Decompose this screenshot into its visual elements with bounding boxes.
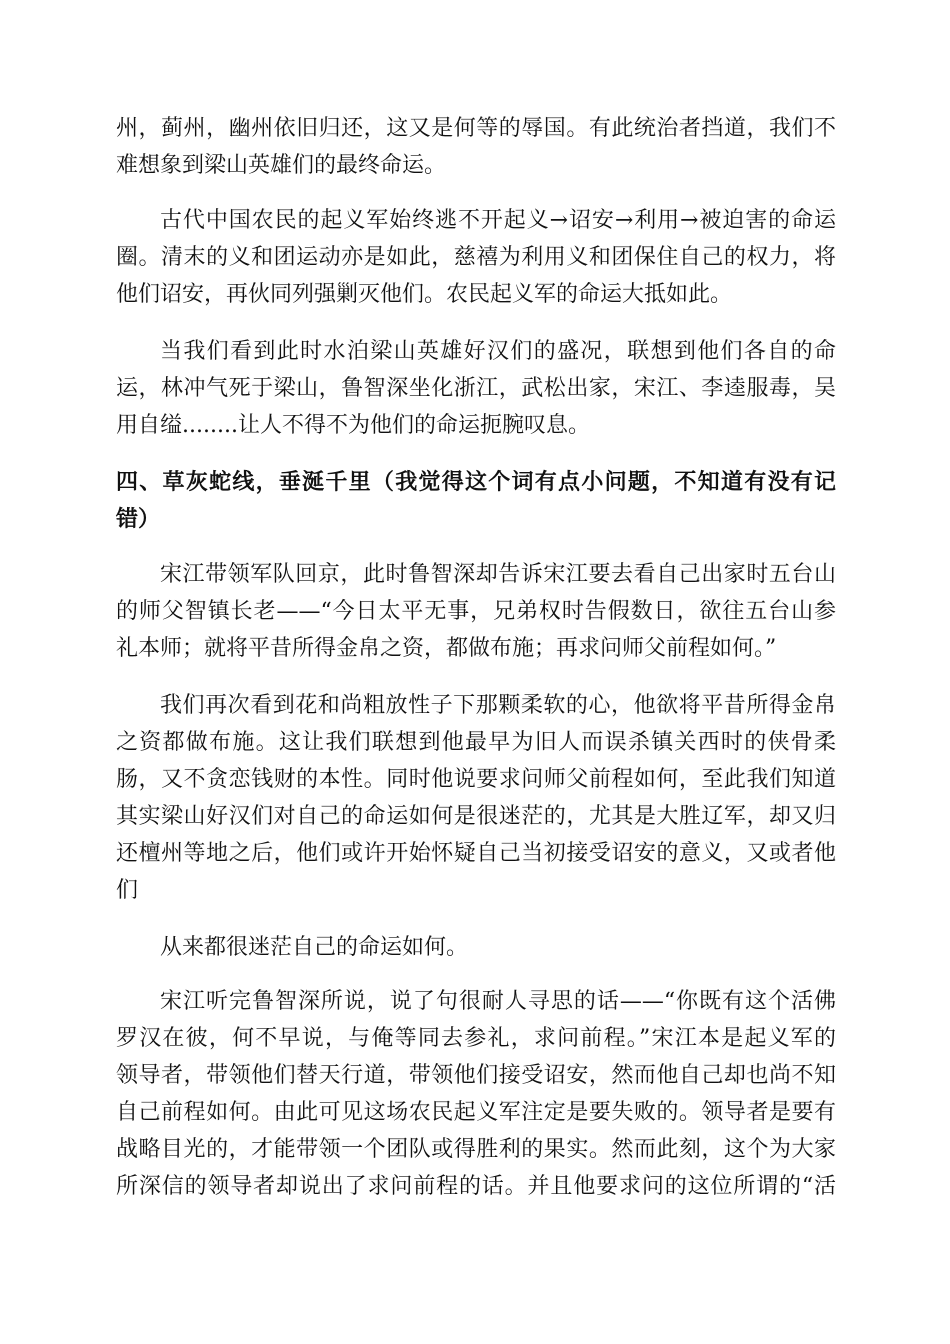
paragraph-line: 古代中国农民的起义军始终逃不开起义→诏安→利用→被迫害的命运 <box>160 208 836 233</box>
paragraph-line: 我们再次看到花和尚粗放性子下那颗柔软的心，他欲将平昔所得金帛 <box>160 693 836 718</box>
paragraph-line: 礼本师；就将平昔所得金帛之资，都做布施；再求问师父前程如何。” <box>116 636 777 661</box>
heading-line: 错） <box>116 506 161 532</box>
paragraph <box>116 556 836 667</box>
heading-line: 四、草灰蛇线，垂涎千里（我觉得这个词有点小问题，不知道有没有记 <box>116 469 836 495</box>
paragraph-line: 罗汉在彼，何不早说，与俺等同去参礼，求问前程。”宋江本是起义军的 <box>116 1026 836 1051</box>
paragraph-line: 州，蓟州，幽州依旧归还，这又是何等的辱国。有此统治者挡道，我们不 <box>116 116 836 141</box>
paragraph-line: 宋江听完鲁智深所说，说了句很耐人寻思的话——“你既有这个活佛 <box>160 989 836 1014</box>
paragraph-line: 当我们看到此时水泊梁山英雄好汉们的盛况，联想到他们各自的命 <box>160 339 836 364</box>
paragraph-line: 们 <box>116 878 139 903</box>
section-heading <box>116 464 836 538</box>
paragraph-line: 用自缢........让人不得不为他们的命运扼腕叹息。 <box>116 413 590 438</box>
paragraph-line: 运，林冲气死于梁山，鲁智深坐化浙江，武松出家，宋江、李逵服毒，吴 <box>116 376 836 401</box>
paragraph-line: 难想象到梁山英雄们的最终命运。 <box>116 153 447 178</box>
paragraph-line: 从来都很迷茫自己的命运如何。 <box>160 935 469 960</box>
paragraph-line: 战略目光的，才能带领一个团队或得胜利的果实。然而此刻，这个为大家 <box>116 1137 836 1162</box>
paragraph-line: 肠，又不贪恋钱财的本性。同时他说要求问师父前程如何，至此我们知道 <box>116 767 836 792</box>
paragraph <box>116 687 836 909</box>
paragraph-line: 之资都做布施。这让我们联想到他最早为旧人而误杀镇关西时的侠骨柔 <box>116 730 836 755</box>
paragraph-line: 的师父智镇长老——“今日太平无事，兄弟权时告假数日，欲往五台山参 <box>116 599 836 624</box>
paragraph <box>116 202 836 313</box>
paragraph <box>116 929 836 966</box>
paragraph-line: 宋江带领军队回京，此时鲁智深却告诉宋江要去看自己出家时五台山 <box>160 562 836 587</box>
paragraph <box>116 983 836 1205</box>
paragraph <box>116 110 836 184</box>
paragraph-line: 其实梁山好汉们对自己的命运如何是很迷茫的，尤其是大胜辽军，却又归 <box>116 804 836 829</box>
paragraph <box>116 333 836 444</box>
paragraph-line: 还檀州等地之后，他们或许开始怀疑自己当初接受诏安的意义，又或者他 <box>116 841 836 866</box>
paragraph-line: 领导者，带领他们替天行道，带领他们接受诏安，然而他自己却也尚不知 <box>116 1063 836 1088</box>
paragraph-line: 自己前程如何。由此可见这场农民起义军注定是要失败的。领导者是要有 <box>116 1100 836 1125</box>
paragraph-line: 圈。清末的义和团运动亦是如此，慈禧为利用义和团保住自己的权力，将 <box>116 245 836 270</box>
paragraph-line: 所深信的领导者却说出了求问前程的话。并且他要求问的这位所谓的“活 <box>116 1174 836 1199</box>
paragraph-line: 他们诏安，再伙同列强剿灭他们。农民起义军的命运大抵如此。 <box>116 282 733 307</box>
